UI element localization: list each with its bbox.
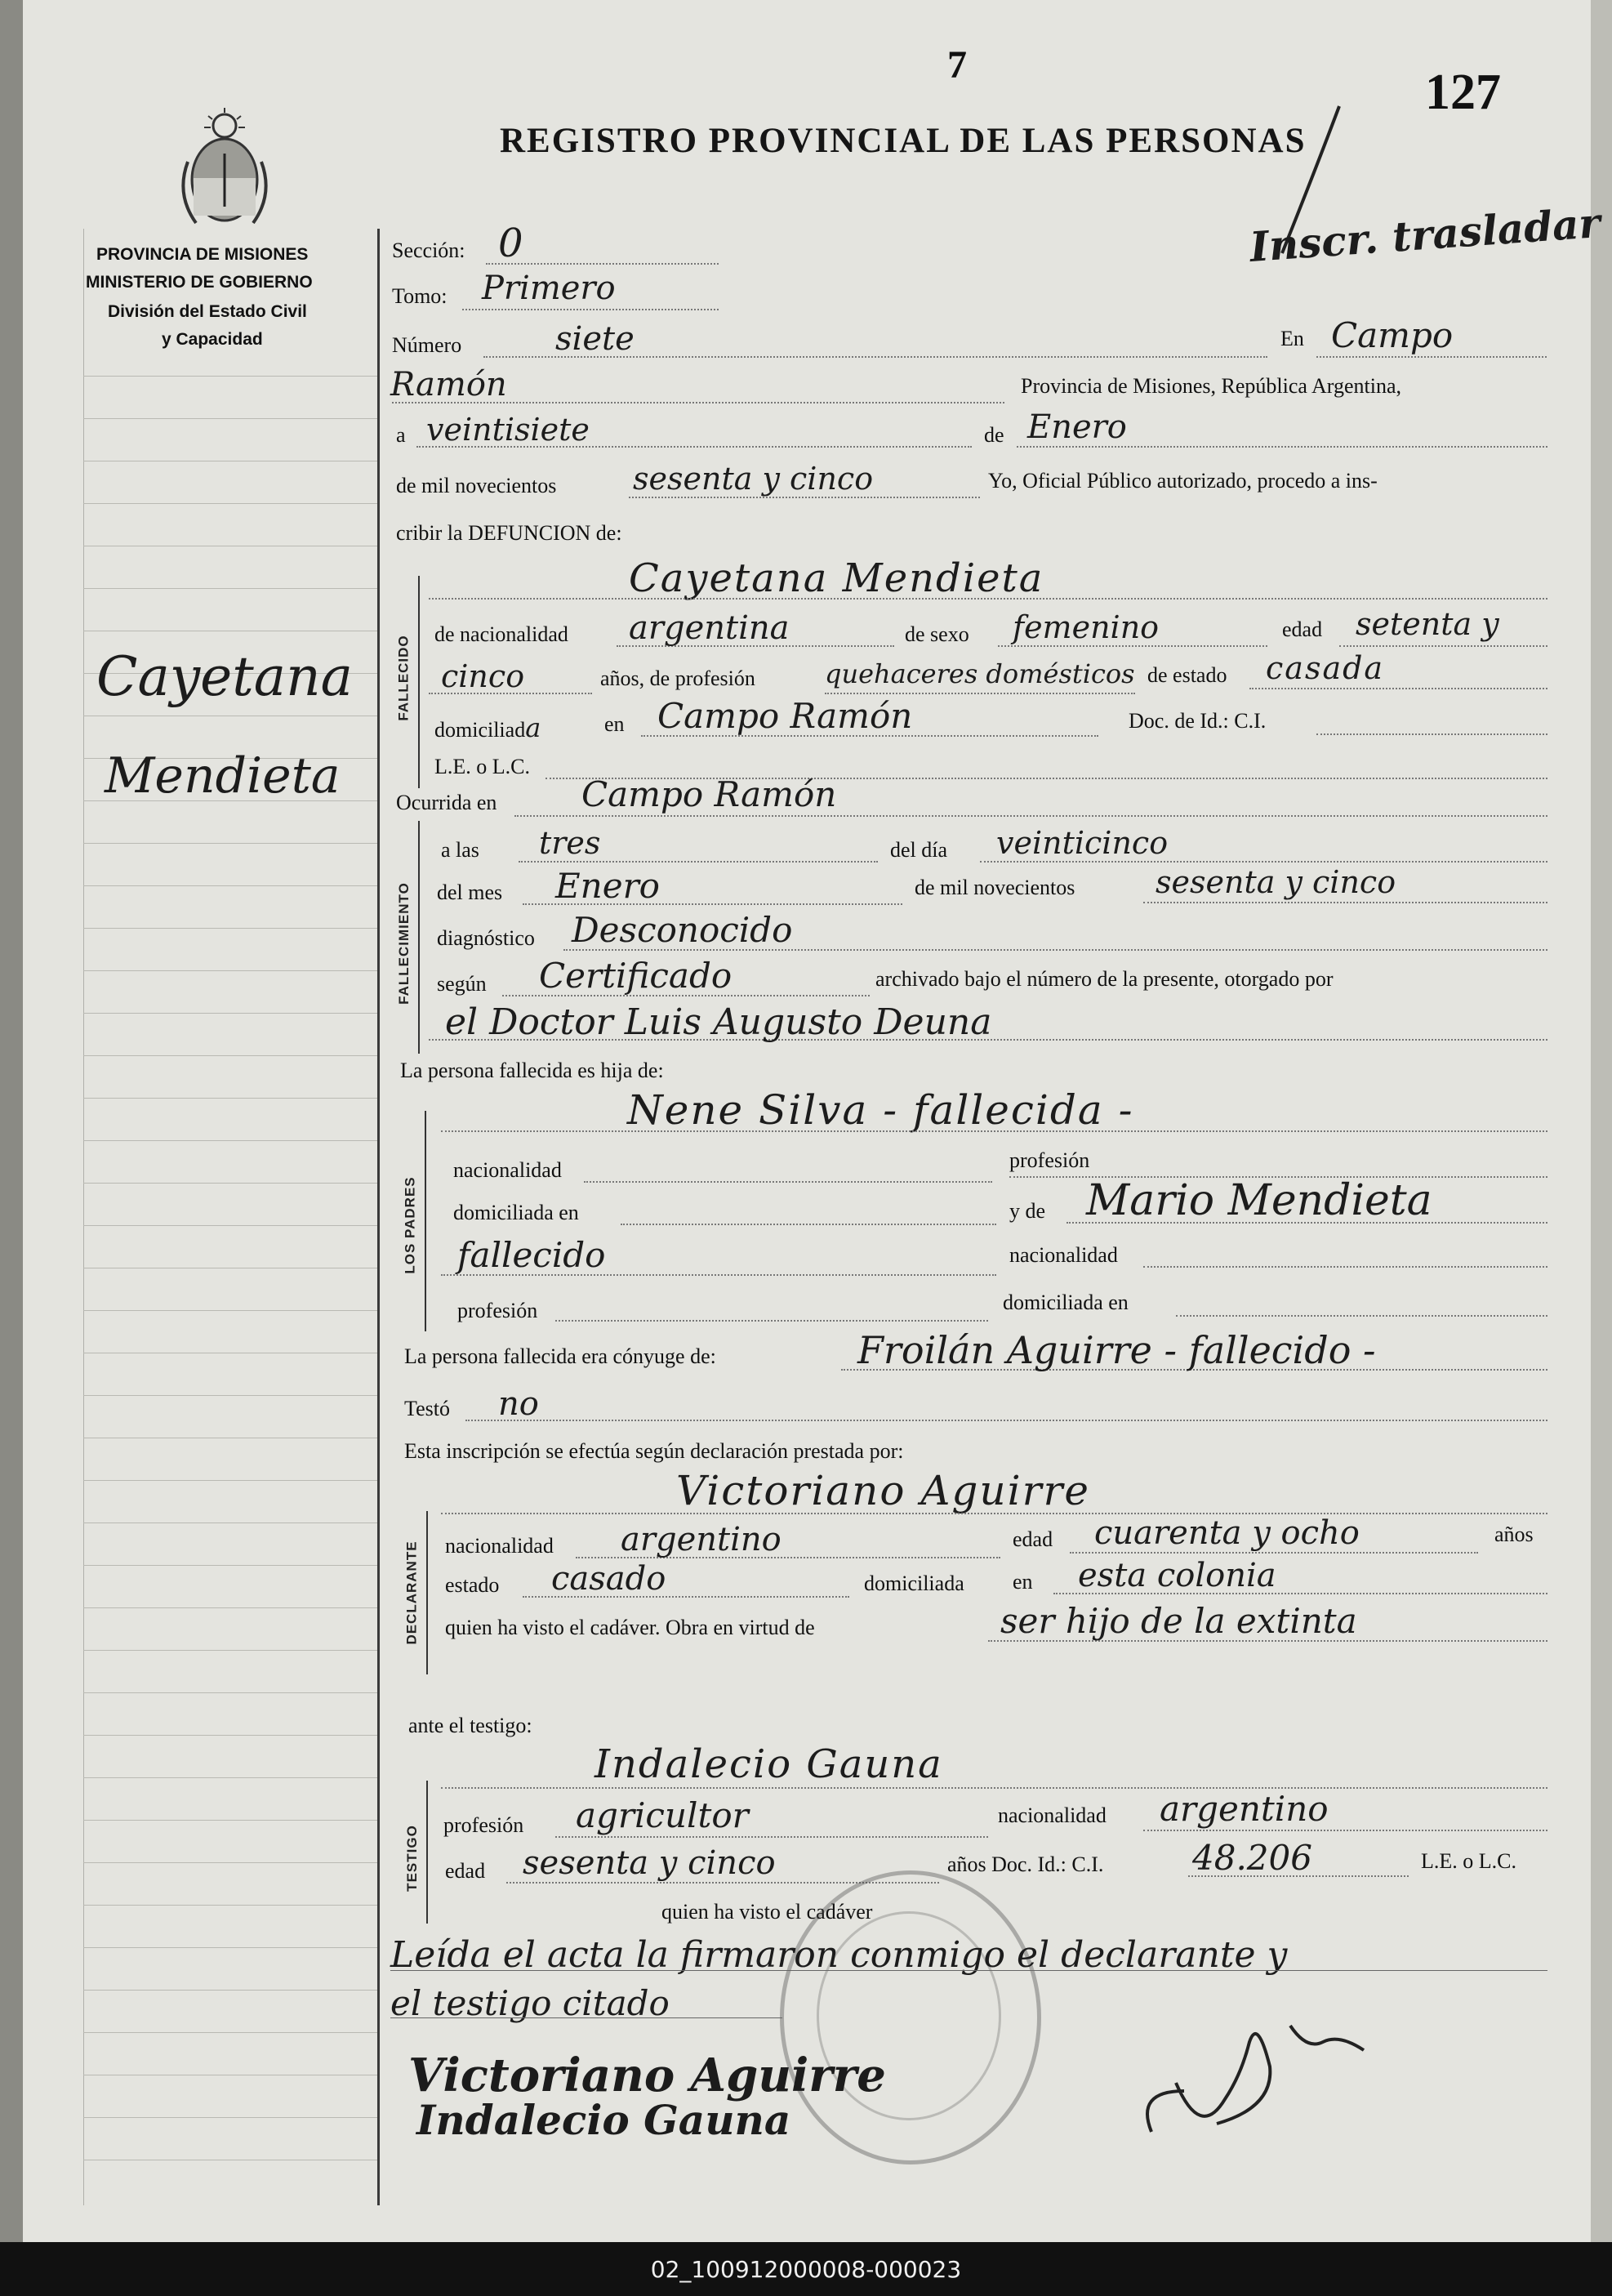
seccion-label: Sección: (392, 239, 465, 262)
signature-testigo: Indalecio Gauna (416, 2096, 791, 2144)
hora-label: a las (441, 838, 479, 862)
declarante-dom-label: domiciliada (864, 1572, 964, 1595)
ruled-line (83, 1395, 377, 1396)
hora-value: tres (539, 825, 601, 861)
sexo-label: de sexo (905, 622, 969, 646)
ruled-line (83, 1607, 377, 1608)
ruled-line (83, 1692, 377, 1693)
ruled-line (83, 1862, 377, 1863)
ruled-line (83, 503, 377, 504)
declaracion-text: Esta inscripción se efectúa según declaración prestada por: (404, 1439, 904, 1463)
office-division: División del Estado Civil (108, 302, 307, 321)
body-border-line (377, 229, 380, 2205)
padres-dom2-label: domiciliada en (1003, 1291, 1129, 1314)
ruled-line (83, 1013, 377, 1014)
domicilio-label: domiciliada (434, 712, 541, 743)
testigo-prof-value: agricultor (576, 1795, 749, 1835)
estado-label: de estado (1147, 663, 1227, 687)
ocurrida-value: Campo Ramón (581, 774, 837, 814)
tomo-value: Primero (482, 270, 616, 307)
declarante-nac-label: nacionalidad (445, 1534, 554, 1558)
ruled-line (83, 885, 377, 886)
section-tab-fallecido: FALLECIDO (396, 635, 412, 721)
declarante-name: Victoriano Aguirre (676, 1467, 1091, 1514)
padres-dom-label: domiciliada en (453, 1201, 579, 1224)
inscribir-text: cribir la DEFUNCION de: (396, 521, 622, 545)
annotation-handwritten: Inscr. trasladar (1248, 198, 1602, 271)
conyuge-label: La persona fallecida era cónyuge de: (404, 1344, 716, 1368)
office-province: PROVINCIA DE MISIONES (96, 245, 309, 264)
declarante-dom-value: esta colonia (1078, 1557, 1276, 1594)
closing-line-2: el testigo citado (390, 1983, 670, 2023)
diag-label: diagnóstico (437, 926, 535, 950)
testigo-ci-value: 48.206 (1192, 1838, 1312, 1878)
page-title: REGISTRO PROVINCIAL DE LAS PERSONAS (500, 122, 1307, 160)
fallecimiento-bracket (418, 821, 420, 1054)
numero-label: Número (392, 333, 462, 357)
nacionalidad-value: argentina (629, 609, 790, 647)
padres-nac-label: nacionalidad (453, 1158, 562, 1182)
ruled-line (83, 1480, 377, 1481)
archivado-text: archivado bajo el número de la presente, otorgado por (875, 967, 1334, 991)
mes-label: del mes (437, 881, 503, 904)
page-number-right: 127 (1425, 65, 1501, 120)
doc-label: Doc. de Id.: C.I. (1129, 709, 1267, 733)
madre-value: Nene Silva - fallecida - (627, 1086, 1134, 1134)
numero-value: siete (555, 320, 635, 358)
le-label: L.E. o L.C. (434, 755, 530, 778)
edad-label: edad (1282, 617, 1323, 641)
en-label: En (1280, 327, 1304, 350)
ruled-line (83, 2032, 377, 2033)
ruled-line (83, 1225, 377, 1226)
domicilio-en-label: en (604, 712, 625, 736)
testigo-bracket (426, 1781, 428, 1924)
testigo-edad-value: sesenta y cinco (523, 1844, 776, 1882)
closing-line-1: Leída el acta la firmaron conmigo el declarante y (390, 1934, 1288, 1976)
testigo-name: Indalecio Gauna (594, 1741, 943, 1787)
page-right-edge (1591, 0, 1612, 2242)
oficial-text: Yo, Oficial Público autorizado, procedo a ins- (988, 469, 1378, 493)
provincia-label: Provincia de Misiones, República Argentina, (1021, 374, 1401, 398)
ruled-line (83, 1055, 377, 1056)
ocurrida-label: Ocurrida en (396, 791, 497, 814)
ruled-line (83, 1905, 377, 1906)
testigo-prof-label: profesión (443, 1813, 524, 1837)
padres-bracket (425, 1111, 426, 1331)
margin-line (83, 229, 84, 2205)
page-number-left: 7 (947, 43, 967, 87)
padres-nac2-label: nacionalidad (1009, 1243, 1118, 1267)
ruled-line (83, 1650, 377, 1651)
testigo-le-label: L.E. o L.C. (1421, 1849, 1516, 1873)
doctor-value: el Doctor Luis Augusto Deuna (445, 1001, 992, 1043)
office-capacity: y Capacidad (162, 330, 263, 349)
anio-value: sesenta y cinco (1156, 864, 1396, 900)
anos-profesion-label: años, de profesión (600, 667, 755, 690)
a-label: a (396, 423, 406, 447)
tomo-label: Tomo: (392, 284, 448, 308)
declarante-anos-label: años (1494, 1522, 1534, 1546)
nacionalidad-label: de nacionalidad (434, 622, 568, 646)
year-label: de mil novecientos (396, 474, 557, 497)
ante-testigo-label: ante el testigo: (408, 1714, 532, 1737)
padres-prof2-label: profesión (457, 1299, 538, 1322)
ruled-line (83, 1735, 377, 1736)
padre-value: Mario Mendieta (1086, 1176, 1432, 1225)
edad-value: setenta y (1356, 606, 1499, 642)
de-label: de (984, 423, 1004, 447)
section-tab-declarante: DECLARANTE (404, 1540, 421, 1645)
padre-estado: fallecido (457, 1235, 606, 1275)
testigo-anos-label: años Doc. Id.: C.I. (947, 1852, 1104, 1876)
diag-value: Desconocido (572, 910, 793, 950)
testigo-cadaver-text: quien ha visto el cadáver (661, 1900, 873, 1924)
office-ministry: MINISTERIO DE GOBIERNO (86, 273, 313, 292)
signature-declarante: Victoriano Aguirre (408, 2049, 886, 2102)
section-tab-padres: LOS PADRES (403, 1176, 419, 1274)
margin-name-last: Mendieta (105, 747, 341, 805)
anio-label: de mil novecientos (915, 876, 1075, 899)
ruled-line (83, 1098, 377, 1099)
ruled-line (83, 1140, 377, 1141)
declarante-bracket (426, 1511, 428, 1674)
profesion-value: quehaceres domésticos (825, 658, 1135, 689)
place-value-a: Campo (1331, 315, 1454, 355)
edad-value-2: cinco (441, 658, 525, 694)
ruled-line (83, 418, 377, 419)
segun-label: según (437, 972, 487, 996)
ruled-line (83, 1522, 377, 1523)
section-tab-fallecimiento: FALLECIMIENTO (396, 882, 412, 1005)
testigo-nac-value: argentino (1160, 1789, 1329, 1829)
estado-value: casada (1266, 650, 1385, 686)
dia-value: veinticinco (996, 825, 1169, 861)
domicilio-suffix: a (525, 712, 541, 743)
ruled-line (83, 376, 377, 377)
sexo-value: femenino (1013, 609, 1160, 645)
declarante-cadaver-text: quien ha visto el cadáver. Obra en virtud de (445, 1616, 815, 1639)
padres-prof-label: profesión (1009, 1148, 1090, 1172)
year-value: sesenta y cinco (633, 461, 874, 497)
y-de-label: y de (1009, 1199, 1046, 1223)
signature-oficial (1127, 1993, 1405, 2156)
ruled-line (83, 843, 377, 844)
ruled-line (83, 1947, 377, 1948)
ruled-line (83, 928, 377, 929)
ruled-line (83, 1183, 377, 1184)
ruled-line (83, 1777, 377, 1778)
testo-value: no (498, 1385, 539, 1423)
margin-name-first: Cayetana (96, 645, 353, 708)
hija-label: La persona fallecida es hija de: (400, 1059, 664, 1082)
fallecido-bracket (418, 576, 420, 788)
seccion-value: 0 (498, 221, 523, 266)
ruled-line (83, 970, 377, 971)
fallecido-name: Cayetana Mendieta (629, 555, 1044, 601)
mes-value: Enero (555, 866, 660, 906)
place-value-b: Ramón (390, 366, 507, 403)
ruled-line (83, 1310, 377, 1311)
declarante-estado-value: casado (551, 1560, 666, 1598)
dia-label: del día (890, 838, 948, 862)
domicilio-value: Campo Ramón (657, 696, 913, 736)
declarante-edad-label: edad (1013, 1527, 1053, 1551)
testigo-nac-label: nacionalidad (998, 1803, 1107, 1827)
ruled-line (83, 588, 377, 589)
binding-edge (0, 0, 23, 2242)
testo-label: Testó (404, 1397, 450, 1420)
declarante-obra-value: ser hijo de la extinta (1000, 1601, 1357, 1641)
month-value: Enero (1027, 408, 1127, 446)
section-tab-testigo: TESTIGO (404, 1825, 420, 1892)
ruled-line (83, 1990, 377, 1991)
declarante-estado-label: estado (445, 1573, 500, 1597)
ruled-line (83, 1820, 377, 1821)
declarante-nac-value: argentino (621, 1521, 782, 1558)
image-id-footer: 02_100912000008-000023 (0, 2242, 1612, 2296)
declarante-en-label: en (1013, 1570, 1033, 1594)
ruled-line (83, 1565, 377, 1566)
testigo-edad-label: edad (445, 1859, 486, 1883)
ruled-line (83, 2117, 377, 2118)
day-value: veintisiete (426, 412, 590, 448)
coat-of-arms-emblem (171, 105, 278, 235)
segun-value: Certificado (539, 956, 733, 996)
declarante-edad-value: cuarenta y ocho (1094, 1514, 1360, 1552)
conyuge-value: Froilán Aguirre - fallecido - (857, 1328, 1376, 1372)
